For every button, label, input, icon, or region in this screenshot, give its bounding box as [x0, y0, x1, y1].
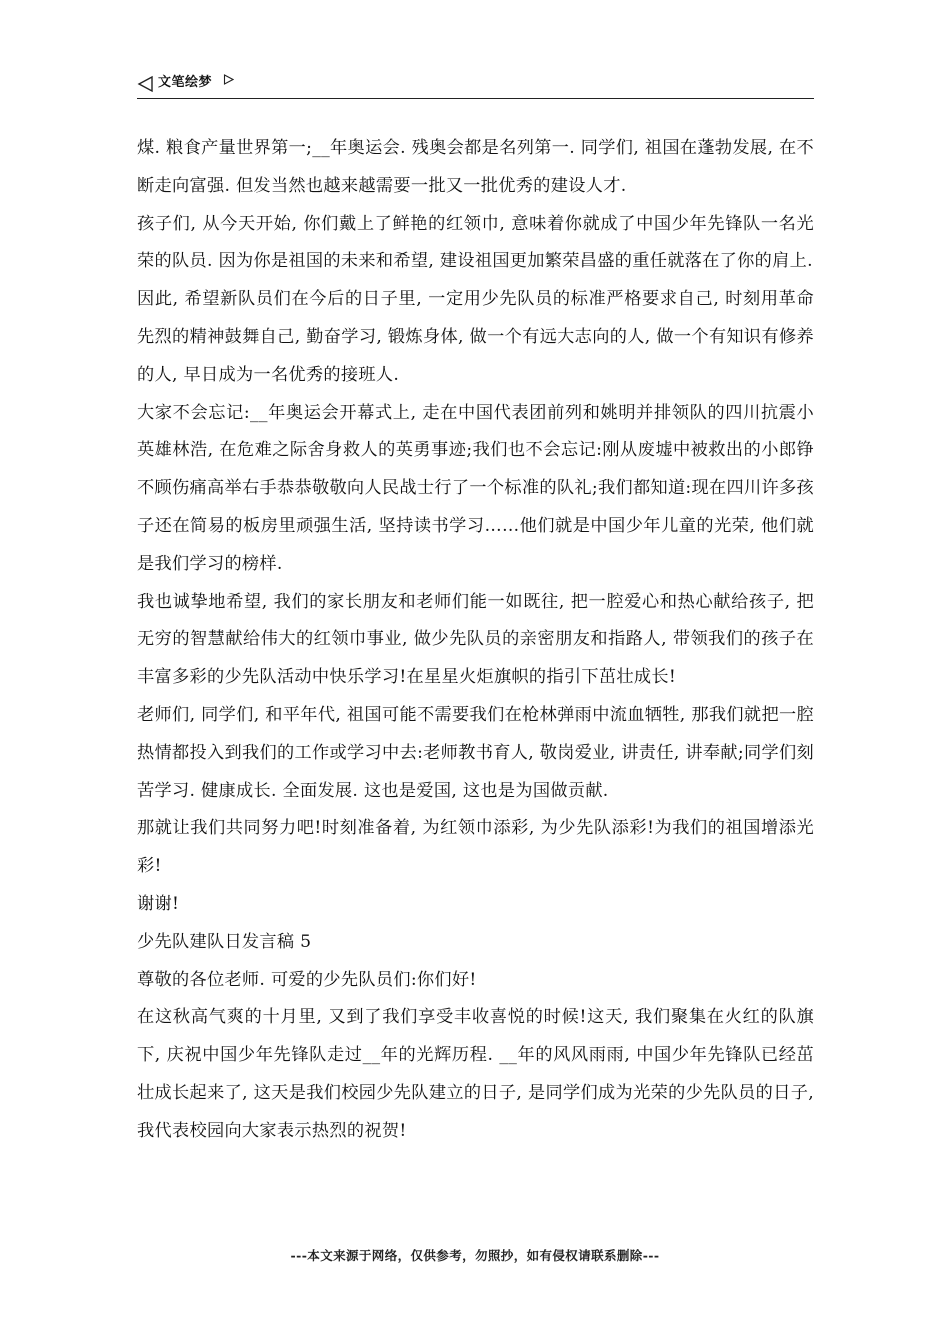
paragraph: 孩子们, 从今天开始, 你们戴上了鲜艳的红领巾, 意味着你就成了中国少年先锋队一名光荣的队员. 因为你是祖国的未来和希望, 建设祖国更加繁荣昌盛的重任就落在了你的肩上.	[137, 213, 814, 272]
header-brand: 文笔绘梦	[158, 75, 213, 90]
paragraph: 老师们, 同学们, 和平年代, 祖国可能不需要我们在枪林弹雨中流血牺牲, 那我们就把一腔热情都投入到我们的工作或学习中去:老师教书育人, 敬岗爱业, 讲责任, 讲奉献;同学们刻苦学习. 健康成长. 全面发展. 这也是爱国, 这也是为国做贡献.	[137, 704, 814, 801]
triangle-left-outline-icon	[137, 75, 155, 93]
paragraph: 我也诚挚地希望, 我们的家长朋友和老师们能一如既往, 把一腔爱心和热心献给孩子, 把无穷的智慧献给伟大的红领巾事业, 做少先队员的亲密朋友和指路人, 带领我们的孩子在丰富多彩的少先队活动中快乐学习!在星星火炬旗帜的指引下茁壮成长!	[137, 591, 814, 688]
paragraph: 谢谢!	[137, 893, 180, 914]
paragraph: 尊敬的各位老师. 可爱的少先队员们:你们好!	[137, 969, 477, 990]
paragraph: 煤. 粮食产量世界第一;__年奥运会. 残奥会都是名列第一. 同学们, 祖国在蓬勃发展, 在不断走向富强. 但发当然也越来越需要一批又一批优秀的建设人才.	[137, 138, 814, 196]
triangle-right-outline-icon	[223, 74, 234, 85]
footer-disclaimer: ---本文来源于网络，仅供参考，勿照抄，如有侵权请联系删除---	[290, 1248, 660, 1263]
document-body	[137, 130, 814, 1151]
paragraph: 那就让我们共同努力吧!时刻准备着, 为红领巾添彩, 为少先队添彩!为我们的祖国增添光彩!	[137, 818, 814, 877]
paragraph: 因此, 希望新队员们在今后的日子里, 一定用少先队员的标准严格要求自己, 时刻用革命先烈的精神鼓舞自己, 勤奋学习, 锻炼身体, 做一个有远大志向的人, 做一个有知识有修养的人, 早日成为一名优秀的接班人.	[137, 289, 814, 385]
section-heading: 少先队建队日发言稿 5	[137, 931, 312, 952]
page-header	[137, 70, 814, 99]
paragraph: 大家不会忘记:__年奥运会开幕式上, 走在中国代表团前列和姚明并排领队的四川抗震小英雄林浩, 在危难之际舍身救人的英勇事迹;我们也不会忘记:刚从废墟中被救出的小郎铮不顾伤痛高举右手恭恭敬敬向人民战士行了一个标准的队礼;我们都知道:现在四川许多孩子还在简易的板房里顽强生活, 坚持读书学习……他们就是中国少年儿童的光荣, 他们就是我们学习的榜样.	[137, 402, 814, 574]
paragraph: 在这秋高气爽的十月里, 又到了我们享受丰收喜悦的时候!这天, 我们聚集在火红的队旗下, 庆祝中国少年先锋队走过__年的光辉历程. __年的风风雨雨, 中国少年先锋队已经茁壮成长起来了, 这天是我们校园少先队建立的日子, 是同学们成为光荣的少先队员的日子, 我代表校园向大家表示热烈的祝贺!	[137, 1007, 814, 1141]
